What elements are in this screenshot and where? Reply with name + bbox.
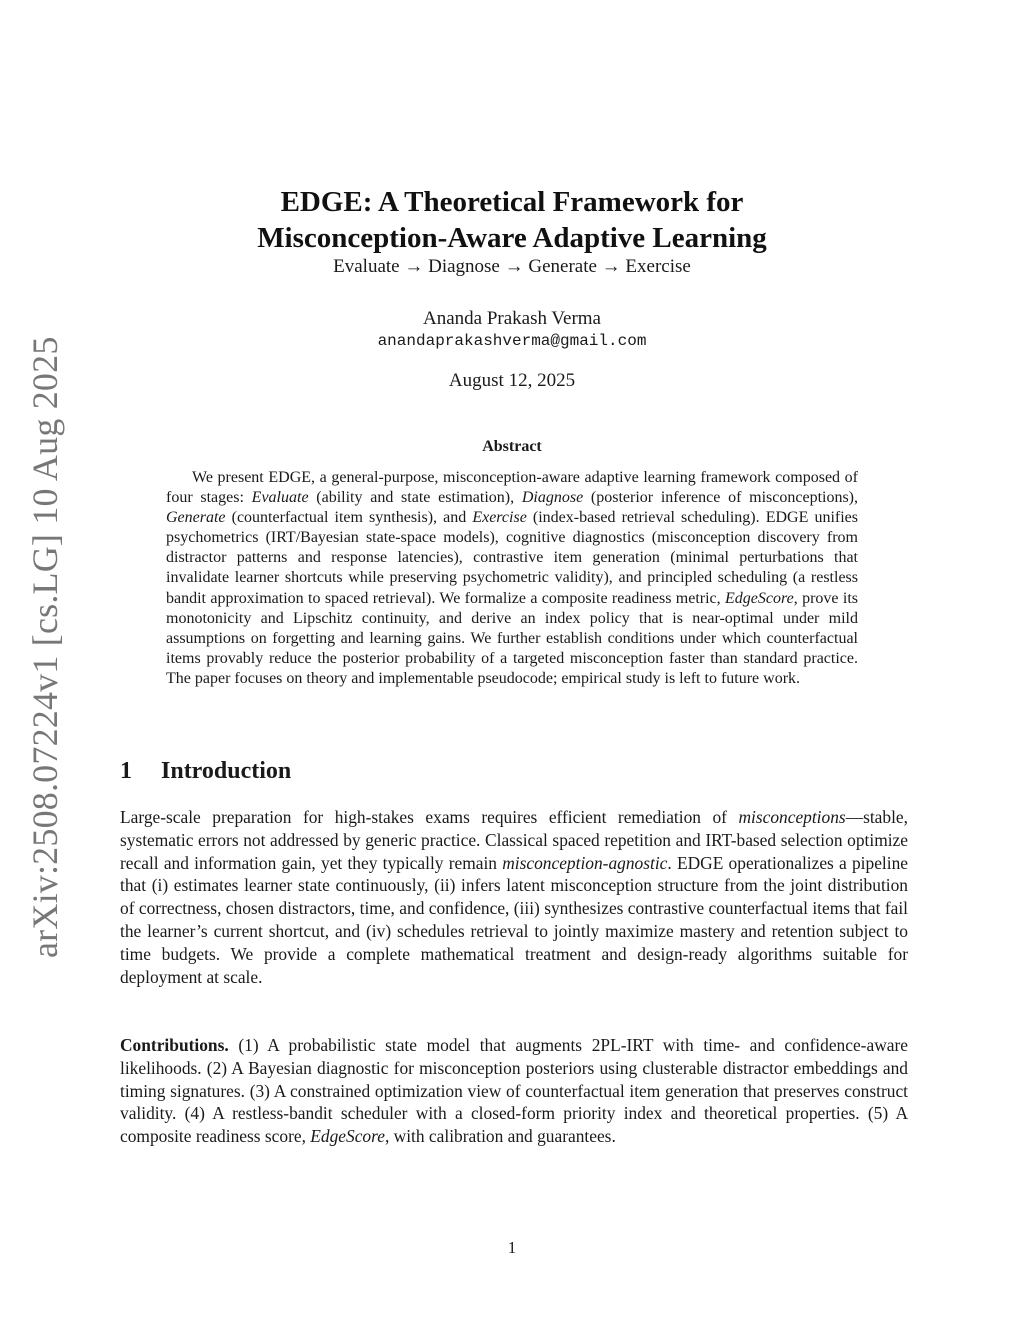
author-email: anandaprakashverma@gmail.com [377,332,647,350]
abstract-heading: Abstract [482,438,542,455]
section-number: 1 [120,758,132,784]
title-block [150,184,874,392]
author-name: Ananda Prakash Verma [423,308,601,329]
page-number: 1 [507,1238,517,1257]
contributions-paragraph: Contributions. (1) A probabilistic state model that augments 2PL-IRT with time- and confidence-aware likelihoods. (2) A Bayesian diagnostic for misconception posteriors using clusterable distractor embeddings and timing signatures. (3) A constrained optimization view of counterfactual item generation that preserves construct validity. (4) A restless-bandit scheduler with a closed-form priority index and theoretical properties. (5) A composite readiness score, EdgeScore, with calibration and guarantees. [120,1035,908,1147]
title-line-1: EDGE: A Theoretical Framework for [280,186,744,218]
paper-date: August 12, 2025 [448,370,576,391]
title-line-2: Misconception-Aware Adaptive Learning [257,222,767,254]
section-heading [120,758,291,785]
subtitle: Evaluate → Diagnose → Generate → Exercise [333,256,691,277]
abstract-text: We present EDGE, a general-purpose, misconception-aware adaptive learning framework composed of four stages: Evaluate (ability and state estimation), Diagnose (posterior inference of misconceptions), Generate (counterfactual item synthesis), and Exercise (index-based retrieval scheduling). EDGE unifies psychometrics (IRT/Bayesian state-space models), cognitive diagnostics (misconception discovery from distractor patterns and response latencies), contrastive item generation (minimal perturbations that invalidate learner shortcuts while preserving psychometric validity), and principled scheduling (a restless bandit approximation to spaced retrieval). We formalize a composite readiness metric, EdgeScore, prove its monotonicity and Lipschitz continuity, and derive an index policy that is near-optimal under mild assumptions on forgetting and learning gains. We further establish conditions under which counterfactual items provably reduce the posterior probability of a targeted misconception faster than standard practice. The paper focuses on theory and implementable pseudocode; empirical study is left to future work. [166,469,859,687]
paper-title [150,184,874,256]
contributions-label: Contributions. [120,1035,229,1055]
arxiv-stamp: arXiv:2508.07224v1 [cs.LG] 10 Aug 2025 [25,336,65,958]
intro-paragraph: Large-scale preparation for high-stakes exams requires efficient remediation of misconceptions—stable, systematic errors not addressed by generic practice. Classical spaced repetition and IRT-based selection optimize recall and information gain, yet they typically remain misconception-agnostic. EDGE operationalizes a pipeline that (i) estimates learner state continuously, (ii) infers latent misconception structure from the joint distribution of correctness, chosen distractors, time, and confidence, (iii) synthesizes contrastive counterfactual items that fail the learner’s current shortcut, and (iv) schedules retrieval to jointly maximize mastery and retention subject to time budgets. We provide a complete mathematical treatment and design-ready algorithms suitable for deployment at scale. [120,807,909,987]
section-title: Introduction [161,758,292,784]
